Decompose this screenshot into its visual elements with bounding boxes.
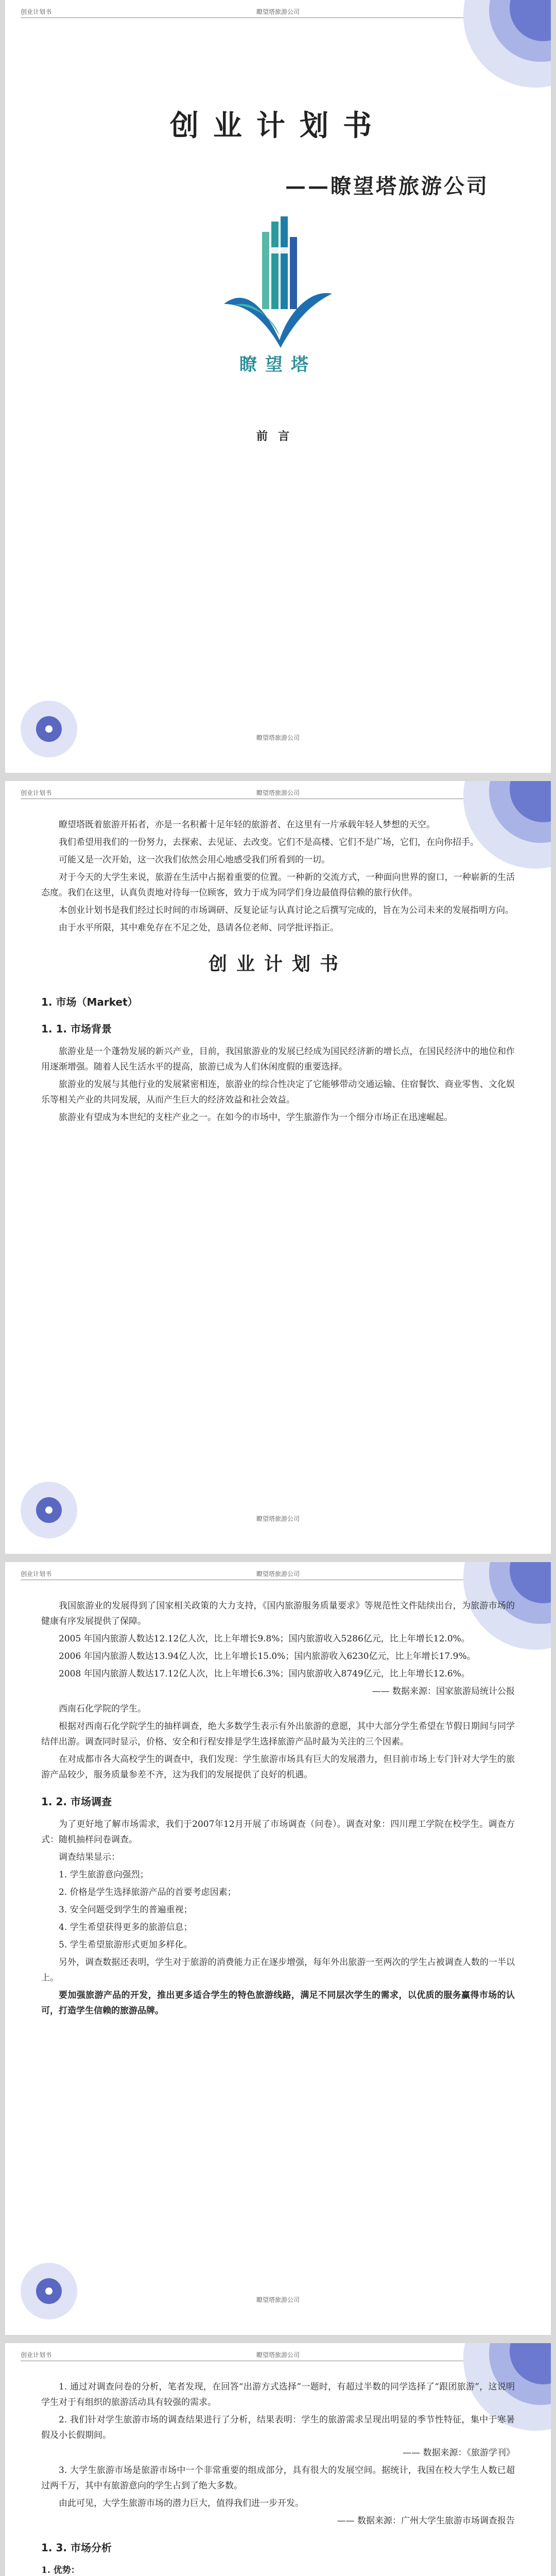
preface-page <box>5 781 551 1554</box>
logo-graphic <box>219 216 337 350</box>
header-center: 瞭望塔旅游公司 <box>256 8 300 15</box>
finding-item: 2. 价格是学生选择旅游产品的首要考虑因素； <box>59 1887 236 1897</box>
body-paragraph: 为了更好地了解市场需求，我们于2007年12月开展了市场调查（问卷）。调查对象：四川理工学院在校学生。调查方式：随机抽样问卷调查。 <box>41 1819 515 1845</box>
data-source: —— 数据来源：国家旅游局统计公报 <box>372 1686 515 1697</box>
cover-company-name: ——瞭望塔旅游公司 <box>285 174 489 198</box>
preface-heading: 前言 <box>256 430 300 443</box>
section-heading: 1. 市场（Market） <box>41 996 138 1008</box>
preface-paragraph: 可能又是一次开始，这一次我们依然会用心地感受我们所看到的一切。 <box>59 855 330 865</box>
body-paragraph: 西南石化学院的学生。 <box>59 1704 146 1714</box>
subsection-heading: 1. 3. 市场分析 <box>41 2541 112 2554</box>
preface-paragraph: 瞭望塔既着旅游开拓者，亦是一名积蓄十足年轻的旅游者、在这里有一片承载年轻人梦想的天空。 <box>59 820 435 830</box>
logo-text: 瞭望塔 <box>239 354 317 375</box>
finding-item: 4. 学生希望获得更多的旅游信息； <box>59 1922 193 1933</box>
corner-decoration <box>448 0 551 103</box>
body-paragraph: 旅游业有望成为本世纪的支柱产业之一。在如今的市场中，学生旅游作为一个细分市场正在迅速崛起。 <box>59 1112 453 1123</box>
body-paragraph: 旅游业的发展与其他行业的发展紧密相连，旅游业的综合性决定了它能够带动交通运输、住宿餐饮、商业零售、文化娱乐等相关产业的共同发展，从而产生巨大的经济效益和社会效益。 <box>41 1079 515 1105</box>
bubble-decoration <box>21 701 77 757</box>
subsection-heading: 1. 2. 市场调查 <box>41 1795 112 1808</box>
survey-body <box>41 1598 515 2021</box>
body-paragraph: 2. 我们针对学生旅游市场的调查结果进行了分析，结果表明：学生的旅游需求呈现出明显的季节性特征，集中于寒暑假及小长假期间。 <box>41 2415 515 2441</box>
plan-title: 创业计划书 <box>208 953 348 975</box>
body-paragraph: 旅游业是一个蓬勃发展的新兴产业，目前，我国旅游业的发展已经成为国民经济新的增长点，在国民经济中的地位和作用逐渐增强。随着人民生活水平的提高，旅游已成为人们休闲度假的重要选择。 <box>41 1046 515 1072</box>
header-left: 创业计划书 <box>21 789 52 796</box>
page-footer: 瞭望塔旅游公司 <box>256 2296 300 2303</box>
finding-item: 3. 安全问题受到学生的普遍重视； <box>59 1905 193 1915</box>
body-paragraph: 3. 大学生旅游市场是旅游市场中一个非常重要的组成部分，具有很大的发展空间。据统计，我国在校大学生人数已超过两千万，其中有旅游意向的学生占到了绝大多数。 <box>41 2465 515 2491</box>
header-center: 瞭望塔旅游公司 <box>256 1570 300 1578</box>
header-left: 创业计划书 <box>21 1570 52 1578</box>
highlight-paragraph: 要加强旅游产品的开发，推出更多适合学生的特色旅游线路，满足不同层次学生的需求，以优质的服务赢得市场的认可，打造学生信赖的旅游品牌。 <box>41 1990 515 2016</box>
page-footer: 瞭望塔旅游公司 <box>256 734 300 741</box>
analysis-body <box>41 2379 515 2576</box>
data-source: —— 数据来源：《旅游学刊》 <box>403 2448 515 2458</box>
stat-line: 2005 年国内旅游人数达12.12亿人次，比上年增长9.8%；国内旅游收入5286亿元，比上年增长12.0%。 <box>59 1634 470 1644</box>
body-paragraph: 根据对西南石化学院学生的抽样调查，绝大多数学生表示有外出旅游的意愿，其中大部分学生希望在节假日期间与同学结伴出游。调查同时显示，价格、安全和行程安排是学生选择旅游产品时最为关注的三个因素。 <box>41 1721 515 1747</box>
body-paragraph: 在对成都市各大高校学生的调查中，我们发现：学生旅游市场具有巨大的发展潜力，但目前市场上专门针对大学生的旅游产品较少，服务质量参差不齐，这为我们的发展提供了良好的机遇。 <box>41 1754 515 1780</box>
market-analysis-page <box>5 2343 551 2576</box>
cover-page <box>5 0 551 773</box>
body-paragraph: 由此可见，大学生旅游市场的潜力巨大，值得我们进一步开发。 <box>59 2498 304 2509</box>
data-source: —— 数据来源：广州大学生旅游市场调查报告 <box>337 2516 515 2526</box>
subsection-heading: 1. 1. 市场背景 <box>41 1023 112 1035</box>
finding-item: 5. 学生希望旅游形式更加多样化。 <box>59 1940 193 1950</box>
page-footer: 瞭望塔旅游公司 <box>256 1515 300 1522</box>
company-logo <box>219 216 337 381</box>
preface-paragraph: 对于今天的大学生来说，旅游在生活中占据着重要的位置。一种新的交流方式，一种面向世界的窗口，一种崭新的生活态度。我们在这里，认真负责地对待每一位顾客，致力于成为同学们身边最值得信赖的旅行伙伴。 <box>41 872 515 898</box>
findings-label: 调查结果显示： <box>59 1852 120 1862</box>
header-center: 瞭望塔旅游公司 <box>256 789 300 796</box>
cover-title: 创业计划书 <box>170 109 386 143</box>
stat-line: 2008 年国内旅游人数达17.12亿人次，比上年增长6.3%；国内旅游收入8749亿元，比上年增长12.6%。 <box>59 1669 470 1679</box>
preface-paragraph: 由于水平所限，其中难免存在不足之处，恳请各位老师、同学批评指正。 <box>59 923 339 933</box>
preface-body <box>41 817 515 1127</box>
bubble-decoration <box>21 2263 77 2319</box>
preface-paragraph: 本创业计划书是我们经过长时间的市场调研、反复论证与认真讨论之后撰写完成的，旨在为公司未来的发展指明方向。 <box>59 905 514 916</box>
stat-line: 2006 年国内旅游人数达13.94亿人次，比上年增长15.0%；国内旅游收入6230亿元，比上年增长17.9%。 <box>59 1651 476 1662</box>
header-left: 创业计划书 <box>21 8 52 15</box>
finding-item: 1. 学生旅游意向强烈； <box>59 1870 149 1880</box>
header-left: 创业计划书 <box>21 2351 52 2359</box>
header-center: 瞭望塔旅游公司 <box>256 2351 300 2359</box>
swot-label: 1. 优势： <box>41 2565 80 2575</box>
bubble-decoration <box>21 1482 77 1538</box>
market-survey-page <box>5 1562 551 2335</box>
body-paragraph: 我国旅游业的发展得到了国家相关政策的大力支持，《国内旅游服务质量要求》等规范性文件陆续出台，为旅游市场的健康有序发展提供了保障。 <box>41 1601 515 1626</box>
body-paragraph: 1. 通过对调查问卷的分析，笔者发现，在回答“出游方式选择”一题时，有超过半数的同学选择了“跟团旅游”，这说明学生对于有组织的旅游活动具有较强的需求。 <box>41 2382 515 2408</box>
preface-paragraph: 我们希望用我们的一份努力，去探索、去见证、去改变。它们不是高楼、它们不是广场，它们，在向你招手。 <box>59 837 479 848</box>
body-paragraph: 另外，调查数据还表明，学生对于旅游的消费能力正在逐步增强，每年外出旅游一至两次的学生占被调查人数的一半以上。 <box>41 1957 515 1983</box>
